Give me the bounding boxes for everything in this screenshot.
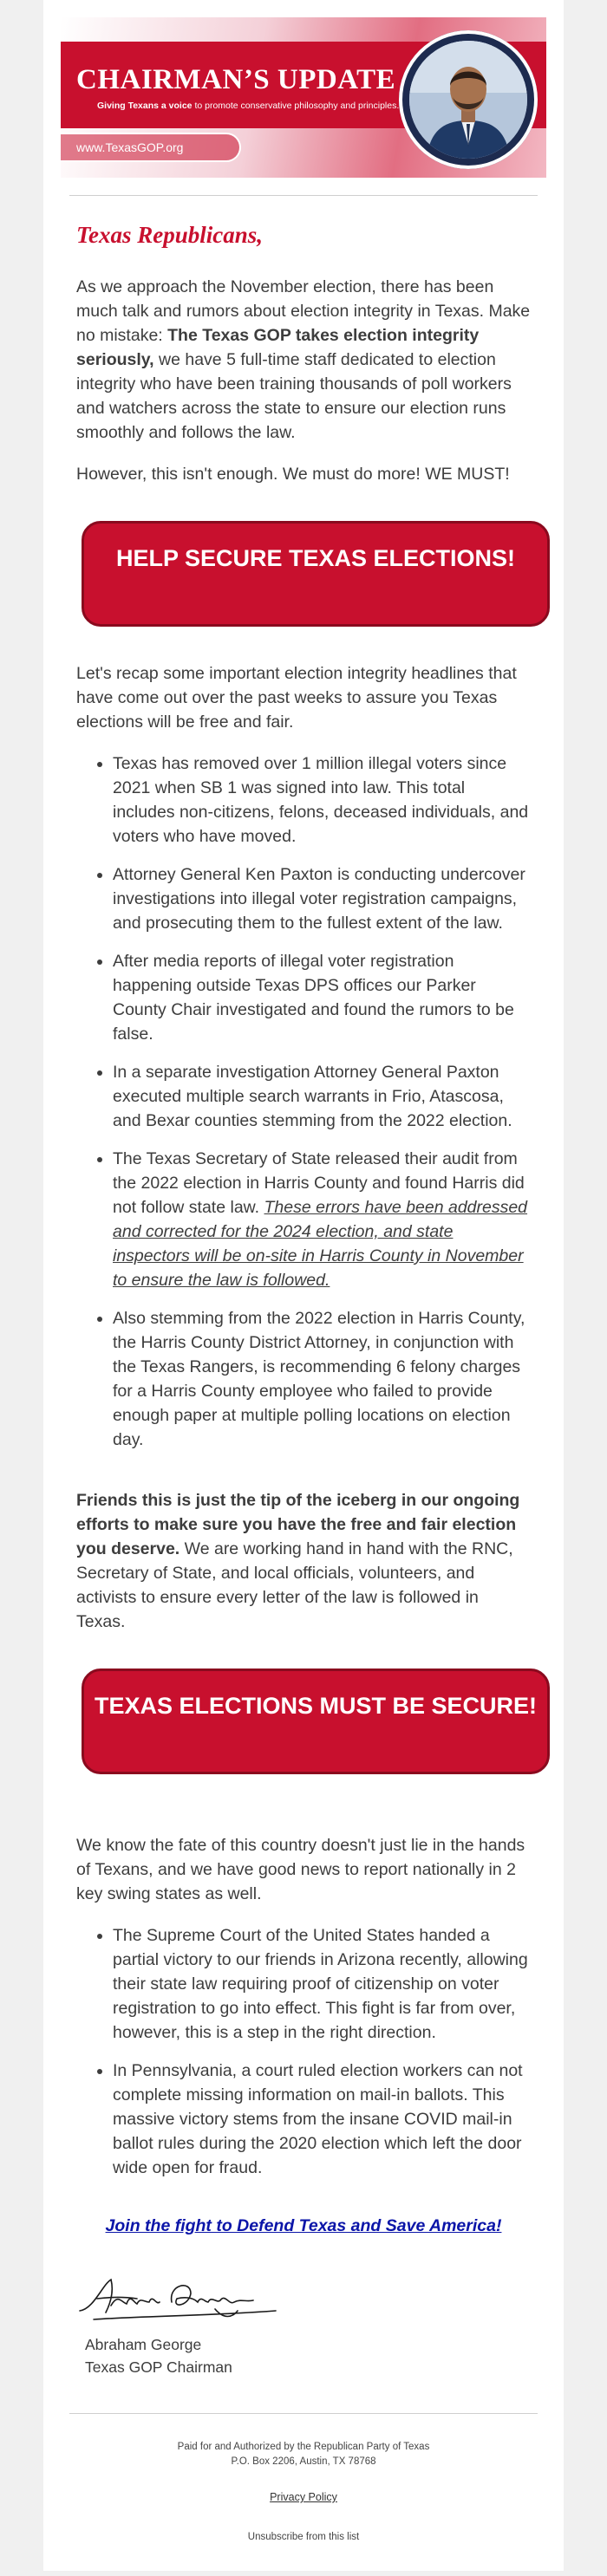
list-item: • Texas has removed over 1 million illegal voters since 2021 when SB 1 was signed into law. This total includes non-citizens, felons, deceased individuals, and voters who have moved. [113, 751, 531, 849]
chairman-portrait-icon [409, 41, 527, 159]
audit-text: The Texas Secretary of State released their audit from the 2022 election in Harris County and found Harris did not follow state law. [113, 1149, 525, 1217]
national-lead-paragraph: We know the fate of this country doesn't just lie in the hands of Texans, and we have good news to report nationally in 2 key swing states as well. [76, 1836, 525, 1903]
top-divider [69, 195, 538, 196]
list-item [113, 1147, 531, 1292]
email-body [43, 0, 564, 2571]
intro-call-paragraph: However, this isn't enough. We must do more! WE MUST! [76, 465, 510, 484]
intro-paragraph [76, 275, 531, 445]
banner-tagline-bold: Giving Texans a voice [97, 101, 193, 111]
list-item: • In a separate investigation Attorney General Paxton executed multiple search warrants in Frio, Atascosa, and Bexar counties stemming from the 2022 election. [113, 1060, 531, 1133]
chairman-photo [409, 41, 527, 159]
iceberg-rest: We are working hand in hand with the RNC, Secretary of State, and local officials, volunteers, and activists to ensure every letter of the law is followed in Texas. [76, 1539, 513, 1631]
list-item: • In Pennsylvania, a court ruled election workers can not complete missing information on mail-in ballots. This massive victory stems from the insane COVID mail-in ballot rules during the 2020 election which left the door wide open for fraud. [113, 2059, 531, 2180]
unsubscribe-link[interactable]: Unsubscribe from this list [247, 2532, 360, 2542]
footer-divider [69, 2413, 538, 2414]
list-item: • Also stemming from the 2022 election in Harris County, the Harris County District Attorney, in conjunction with the Texas Rangers, is recommending 6 felony charges for a Harris County employee who failed to provide enough paper at multiple polling locations on election day. [113, 1306, 531, 1452]
join-the-fight-link[interactable]: Join the fight to Defend Texas and Save America! [105, 2216, 502, 2235]
footer [43, 2440, 564, 2545]
banner-url-link[interactable]: www.TexasGOP.org [61, 133, 241, 162]
banner-tagline [97, 101, 399, 111]
banner-tagline-rest: to promote conservative philosophy and principles. [192, 101, 400, 111]
greeting-heading: Texas Republicans, [76, 222, 264, 248]
national-list [76, 1923, 531, 2180]
signature-image [76, 2267, 531, 2330]
signer-block [76, 2333, 531, 2378]
elections-must-be-secure-button[interactable]: TEXAS ELECTIONS MUST BE SECURE! [82, 1669, 550, 1774]
recap-list [76, 751, 531, 1452]
recap-lead-paragraph: Let's recap some important election integrity headlines that have come out over the past weeks to assure you Texas elections will be free and fair. [76, 664, 517, 732]
list-item: • The Supreme Court of the United States handed a partial victory to our friends in Arizona recently, allowing their state law requiring proof of citizenship on voter registration to go into effect. This fight is far from over, however, this is a step in the right direction. [113, 1923, 531, 2045]
footer-paid-for: Paid for and Authorized by the Republican Party of Texas [177, 2442, 430, 2452]
iceberg-paragraph [76, 1488, 531, 1634]
intro-text-bold: The Texas GOP takes election integrity seriously, [76, 326, 480, 369]
iceberg-bold: Friends this is just the tip of the iceberg in our ongoing efforts to make sure you have the free and fair election you deserve. [76, 1491, 520, 1558]
banner-title: CHAIRMAN’S UPDATE [76, 64, 396, 95]
audit-emphasis: These errors have been addressed and corrected for the 2024 election, and state inspectors will be on-site in Harris County in November to ensure the law is followed. [113, 1198, 528, 1290]
list-item: • Attorney General Ken Paxton is conducting undercover investigations into illegal voter registration campaigns, and prosecuting them to the fullest extent of the law. [113, 862, 531, 935]
header-banner [61, 17, 546, 178]
main-content [43, 222, 564, 2378]
list-item: • After media reports of illegal voter registration happening outside Texas DPS offices our Parker County Chair investigated and found the rumors to be false. [113, 949, 531, 1046]
intro-text-a: As we approach the November election, there has been much talk and rumors about election integrity in Texas. Make no mistake: [76, 277, 531, 345]
handwritten-signature-icon [76, 2267, 284, 2330]
footer-address: P.O. Box 2206, Austin, TX 78768 [231, 2456, 376, 2467]
signer-title: Texas GOP Chairman [85, 2358, 232, 2376]
privacy-policy-link[interactable]: Privacy Policy [270, 2491, 337, 2503]
intro-text-b: we have 5 full-time staff dedicated to election integrity who have been training thousands of poll workers and watchers across the state to ensure our election runs smoothly and follows the law. [76, 350, 512, 442]
help-secure-elections-button[interactable]: HELP SECURE TEXAS ELECTIONS! [82, 521, 550, 627]
signer-name: Abraham George [85, 2336, 202, 2353]
